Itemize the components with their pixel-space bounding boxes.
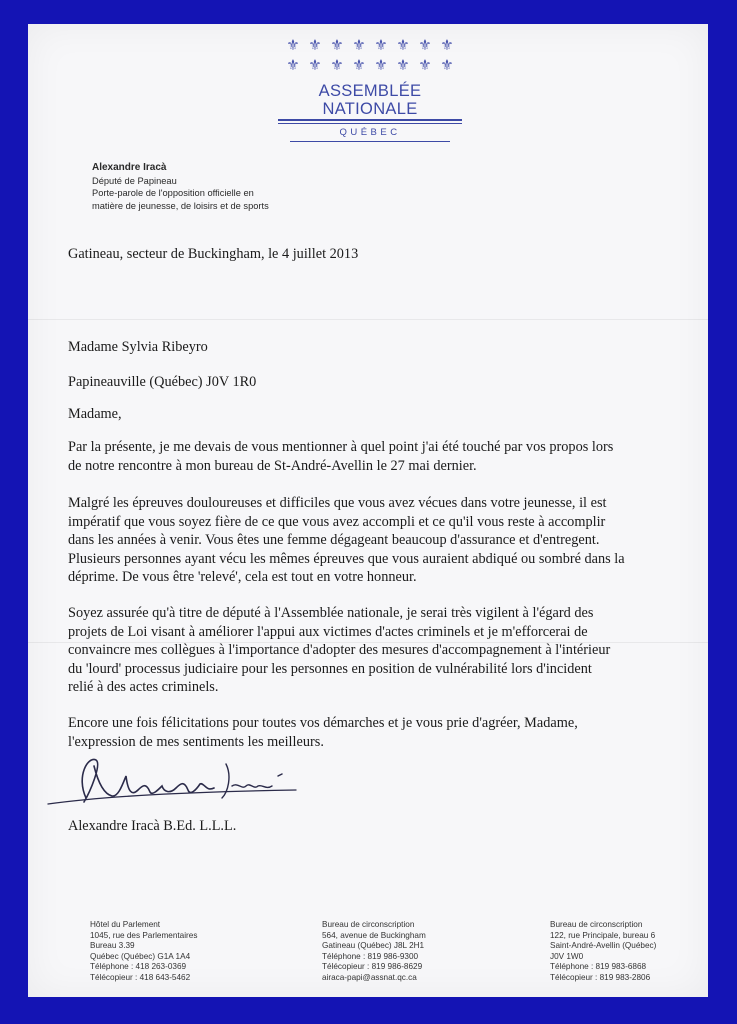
logo-subtitle: QUÉBEC xyxy=(339,127,401,138)
footer-line: Saint-André-Avellin (Québec) xyxy=(550,941,657,951)
paragraph-line: relié à des actes criminels. xyxy=(68,679,219,696)
fleur-de-lis-pattern xyxy=(282,38,458,74)
paragraph-line: l'expression de mes sentiments les meilleurs. xyxy=(68,733,324,750)
footer-line: Gatineau (Québec) J8L 2H1 xyxy=(322,941,425,951)
sender-name: Alexandre Iracà xyxy=(92,162,167,173)
logo-title: ASSEMBLÉE NATIONALE xyxy=(278,82,462,121)
paragraph-line: déprime. De vous être 'relevé', cela est tout en votre honneur. xyxy=(68,569,417,586)
sender-role: Député de Papineau xyxy=(92,175,177,186)
fleur-de-lis-icon: ⚜ xyxy=(308,38,322,54)
paragraph-line: Soyez assurée qu'à titre de député à l'Assemblée nationale, je serai très vigilent à l'égard des xyxy=(68,605,594,621)
recipient-address: Papineauville (Québec) J0V 1R0 xyxy=(68,374,257,390)
footer-line: 122, rue Principale, bureau 6 xyxy=(550,930,656,940)
paragraph-line: convaincre mes collègues à l'importance d'adopter des mesures d'accompagnement à l'intérieur xyxy=(68,642,611,659)
fleur-de-lis-icon: ⚜ xyxy=(396,38,410,54)
footer-line: Télécopieur : 819 983-2806 xyxy=(550,972,651,982)
paragraph-line: Encore une fois félicitations pour toutes vos démarches et je vous prie d'agréer, Madame, xyxy=(68,715,578,731)
paragraph-line: Malgré les épreuves douloureuses et difficiles que vous avez vécues dans votre jeunesse, il est xyxy=(68,495,607,511)
footer-line: 1045, rue des Parlementaires xyxy=(90,930,198,940)
fleur-de-lis-icon: ⚜ xyxy=(352,38,366,54)
salutation: Madame, xyxy=(68,406,122,422)
footer-line: J0V 1W0 xyxy=(550,951,584,961)
paragraph-line: impératif que vous soyez fière de ce que vous avez accompli et ce qu'il vous reste à accomplir xyxy=(68,513,606,530)
fleur-de-lis-icon: ⚜ xyxy=(396,58,410,74)
fleur-de-lis-icon: ⚜ xyxy=(440,58,454,74)
paragraph-2 xyxy=(68,494,625,587)
handwritten-signature xyxy=(46,746,306,818)
letter-page xyxy=(28,24,708,997)
footer-line: Téléphone : 819 983-6868 xyxy=(550,962,647,972)
signature-printed-name: Alexandre Iracà B.Ed. L.L.L. xyxy=(68,818,237,834)
fleur-de-lis-icon: ⚜ xyxy=(418,38,432,54)
sender-portfolio: Porte-parole de l'opposition officielle en xyxy=(92,188,254,198)
paragraph-line: du 'lourd' processus judiciaire pour les personnes en position de vulnérabilité lors d'incident xyxy=(68,660,592,677)
footer-line: Bureau 3.39 xyxy=(90,941,135,951)
paragraph-line: dans les années à venir. Vous êtes une femme dégageant beaucoup d'assurance et d'entregent. xyxy=(68,532,600,549)
logo-rule xyxy=(290,141,450,142)
footer-line: Bureau de circonscription xyxy=(322,920,415,929)
fleur-de-lis-icon: ⚜ xyxy=(418,58,432,74)
assemblee-nationale-logo xyxy=(278,38,462,142)
footer-line: Téléphone : 418 263-0369 xyxy=(90,962,187,972)
footer-line: Hôtel du Parlement xyxy=(90,920,161,929)
logo-rule xyxy=(278,123,462,124)
footer-office-st-andre xyxy=(550,920,656,984)
fleur-de-lis-icon: ⚜ xyxy=(308,58,322,74)
sender-portfolio: matière de jeunesse, de loisirs et de sports xyxy=(92,200,269,211)
fleur-de-lis-icon: ⚜ xyxy=(286,58,300,74)
recipient-name: Madame Sylvia Ribeyro xyxy=(68,339,208,355)
fleur-de-lis-icon: ⚜ xyxy=(330,58,344,74)
footer-parliament-address xyxy=(90,920,197,984)
footer-line: Bureau de circonscription xyxy=(550,920,643,929)
footer-line: Téléphone : 819 986-9300 xyxy=(322,951,419,961)
footer-line: Télécopieur : 819 986-8629 xyxy=(322,962,423,972)
footer-line: Télécopieur : 418 643-5462 xyxy=(90,972,191,982)
paragraph-3 xyxy=(68,604,610,697)
footer-line: Québec (Québec) G1A 1A4 xyxy=(90,951,191,961)
fleur-de-lis-icon: ⚜ xyxy=(330,38,344,54)
footer-email: airaca-papi@assnat.qc.ca xyxy=(322,972,417,982)
sender-block xyxy=(92,162,269,212)
paragraph-line: de notre rencontre à mon bureau de St-André-Avellin le 27 mai dernier. xyxy=(68,457,477,474)
fleur-de-lis-icon: ⚜ xyxy=(352,58,366,74)
fleur-de-lis-icon: ⚜ xyxy=(286,38,300,54)
date-line: Gatineau, secteur de Buckingham, le 4 juillet 2013 xyxy=(68,246,359,262)
paragraph-line: Par la présente, je me devais de vous mentionner à quel point j'ai été touché par vos propos lors xyxy=(68,439,614,455)
fleur-de-lis-icon: ⚜ xyxy=(374,58,388,74)
fleur-de-lis-icon: ⚜ xyxy=(440,38,454,54)
paragraph-line: projets de Loi visant à améliorer l'appui aux victimes d'actes criminels et je m'efforcerai de xyxy=(68,623,588,640)
fleur-de-lis-icon: ⚜ xyxy=(374,38,388,54)
paper-fold xyxy=(28,319,708,320)
paragraph-1 xyxy=(68,438,613,475)
footer-office-buckingham xyxy=(322,920,426,984)
paragraph-line: Plusieurs personnes ayant vécu les mêmes épreuves que vous auraient abdiqué ou sombré dans la xyxy=(68,550,625,567)
footer-line: 564, avenue de Buckingham xyxy=(322,930,426,940)
